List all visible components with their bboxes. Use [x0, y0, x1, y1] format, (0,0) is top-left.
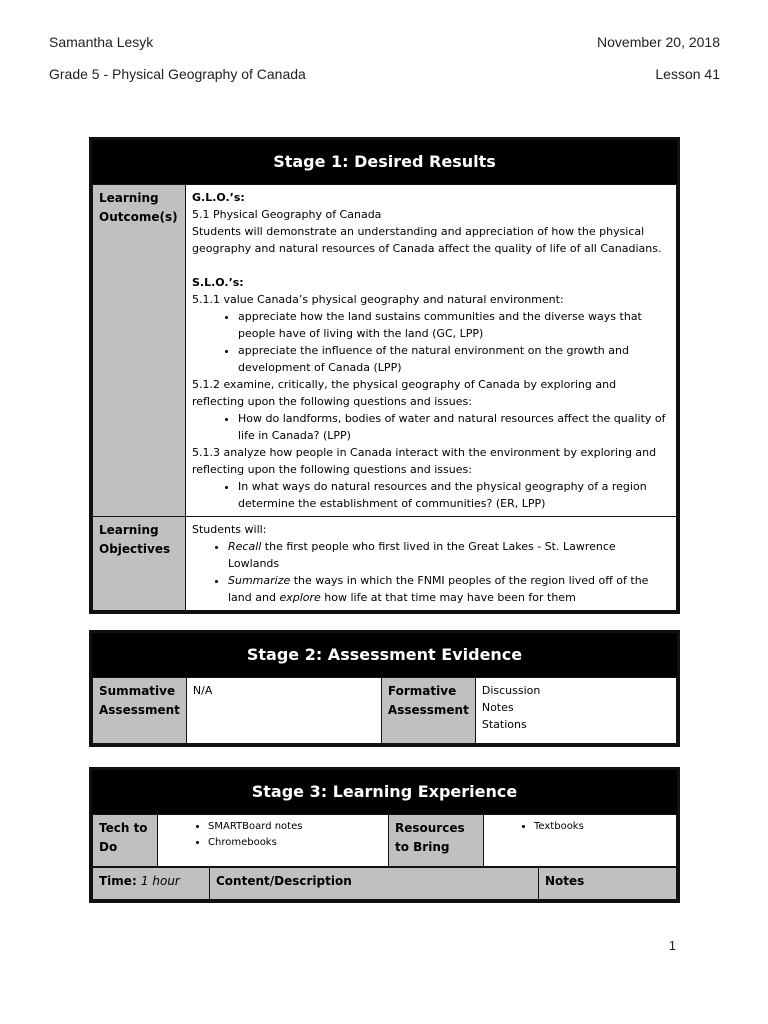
list-item: • appreciate how the land sustains communities and the diverse ways that people have of living with the land (GC, LPP)	[238, 308, 670, 342]
formative-label: Formative Assessment	[381, 678, 475, 744]
tech-item: • Chromebooks	[208, 835, 382, 851]
content-description-header: Content/Description	[210, 868, 539, 900]
tech-label: Tech to Do	[93, 815, 158, 867]
notes-header: Notes	[539, 868, 677, 900]
stage3-title: Stage 3: Learning Experience	[92, 770, 677, 814]
slo-512-list	[192, 410, 670, 444]
stage3-schedule-header	[92, 867, 677, 900]
stage3-section	[89, 767, 680, 903]
glo-text: Students will demonstrate an understanding and appreciation of how the physical geography and natural resources of Canada affect the quality of life of all Canadians.	[192, 225, 662, 255]
tech-list	[164, 819, 382, 851]
stage2-title: Stage 2: Assessment Evidence	[92, 633, 677, 677]
stage1-table	[92, 184, 677, 611]
slo-511: 5.1.1 value Canada’s physical geography and natural environment:	[192, 293, 564, 306]
lesson-number: Lesson 41	[655, 66, 720, 82]
page-number: 1	[668, 938, 676, 953]
glo-heading: G.L.O.’s:	[192, 191, 245, 204]
stage1-title: Stage 1: Desired Results	[92, 140, 677, 184]
list-item: • In what ways do natural resources and the physical geography of a region determine the establishment of communities? (ER, LPP)	[238, 478, 670, 512]
resource-item: • Textbooks	[534, 819, 670, 835]
objective-verb: explore	[279, 591, 321, 604]
resources-label: Resources to Bring	[389, 815, 484, 867]
objectives-list	[192, 538, 670, 606]
outcomes-label: Learning Outcome(s)	[93, 185, 186, 517]
outcomes-content	[186, 185, 677, 517]
objectives-row	[93, 517, 677, 611]
stage1-section	[89, 137, 680, 614]
assessment-row	[93, 678, 677, 744]
slo-511-list	[192, 308, 670, 376]
objective-verb: Summarize	[228, 574, 291, 587]
tech-content	[158, 815, 389, 867]
lesson-date: November 20, 2018	[597, 34, 720, 50]
slo-heading: S.L.O.’s:	[192, 276, 244, 289]
time-value: 1 hour	[140, 874, 180, 888]
formative-item: Discussion	[481, 684, 541, 697]
slo-512: 5.1.2 examine, critically, the physical geography of Canada by exploring and reflecting upon the following questions and issues:	[192, 378, 617, 408]
objectives-intro: Students will:	[192, 523, 267, 536]
summative-value: N/A	[186, 678, 381, 744]
formative-values	[475, 678, 676, 744]
objective-item: • Summarize the ways in which the FNMI peoples of the region lived off of the land and explore how life at that time may have been for them	[228, 572, 670, 606]
formative-item: Stations	[481, 718, 527, 731]
resources-list	[490, 819, 670, 835]
author-name: Samantha Lesyk	[49, 34, 154, 50]
glo-title: 5.1 Physical Geography of Canada	[192, 208, 382, 221]
objectives-label: Learning Objectives	[93, 517, 186, 611]
list-item: • How do landforms, bodies of water and natural resources affect the quality of life in Canada? (LPP)	[238, 410, 670, 444]
tech-item: • SMARTBoard notes	[208, 819, 382, 835]
stage3-table	[92, 814, 677, 867]
summative-label: Summative Assessment	[93, 678, 187, 744]
stage2-table	[92, 677, 677, 744]
objective-item: • Recall the first people who first lived in the Great Lakes - St. Lawrence Lowlands	[228, 538, 670, 572]
objectives-content	[186, 517, 677, 611]
stage2-section	[89, 630, 680, 747]
slo-513-list	[192, 478, 670, 512]
course-title: Grade 5 - Physical Geography of Canada	[49, 66, 306, 82]
list-item: • appreciate the influence of the natural environment on the growth and development of Canada (LPP)	[238, 342, 670, 376]
tech-row	[93, 815, 677, 867]
objective-verb: Recall	[228, 540, 262, 553]
outcomes-row	[93, 185, 677, 517]
time-cell	[93, 868, 210, 900]
formative-item: Notes	[481, 701, 514, 714]
slo-513: 5.1.3 analyze how people in Canada interact with the environment by exploring and reflecting upon the following questions and issues:	[192, 446, 657, 476]
time-label: Time:	[99, 874, 141, 888]
schedule-header-row	[93, 868, 677, 900]
resources-content	[484, 815, 677, 867]
